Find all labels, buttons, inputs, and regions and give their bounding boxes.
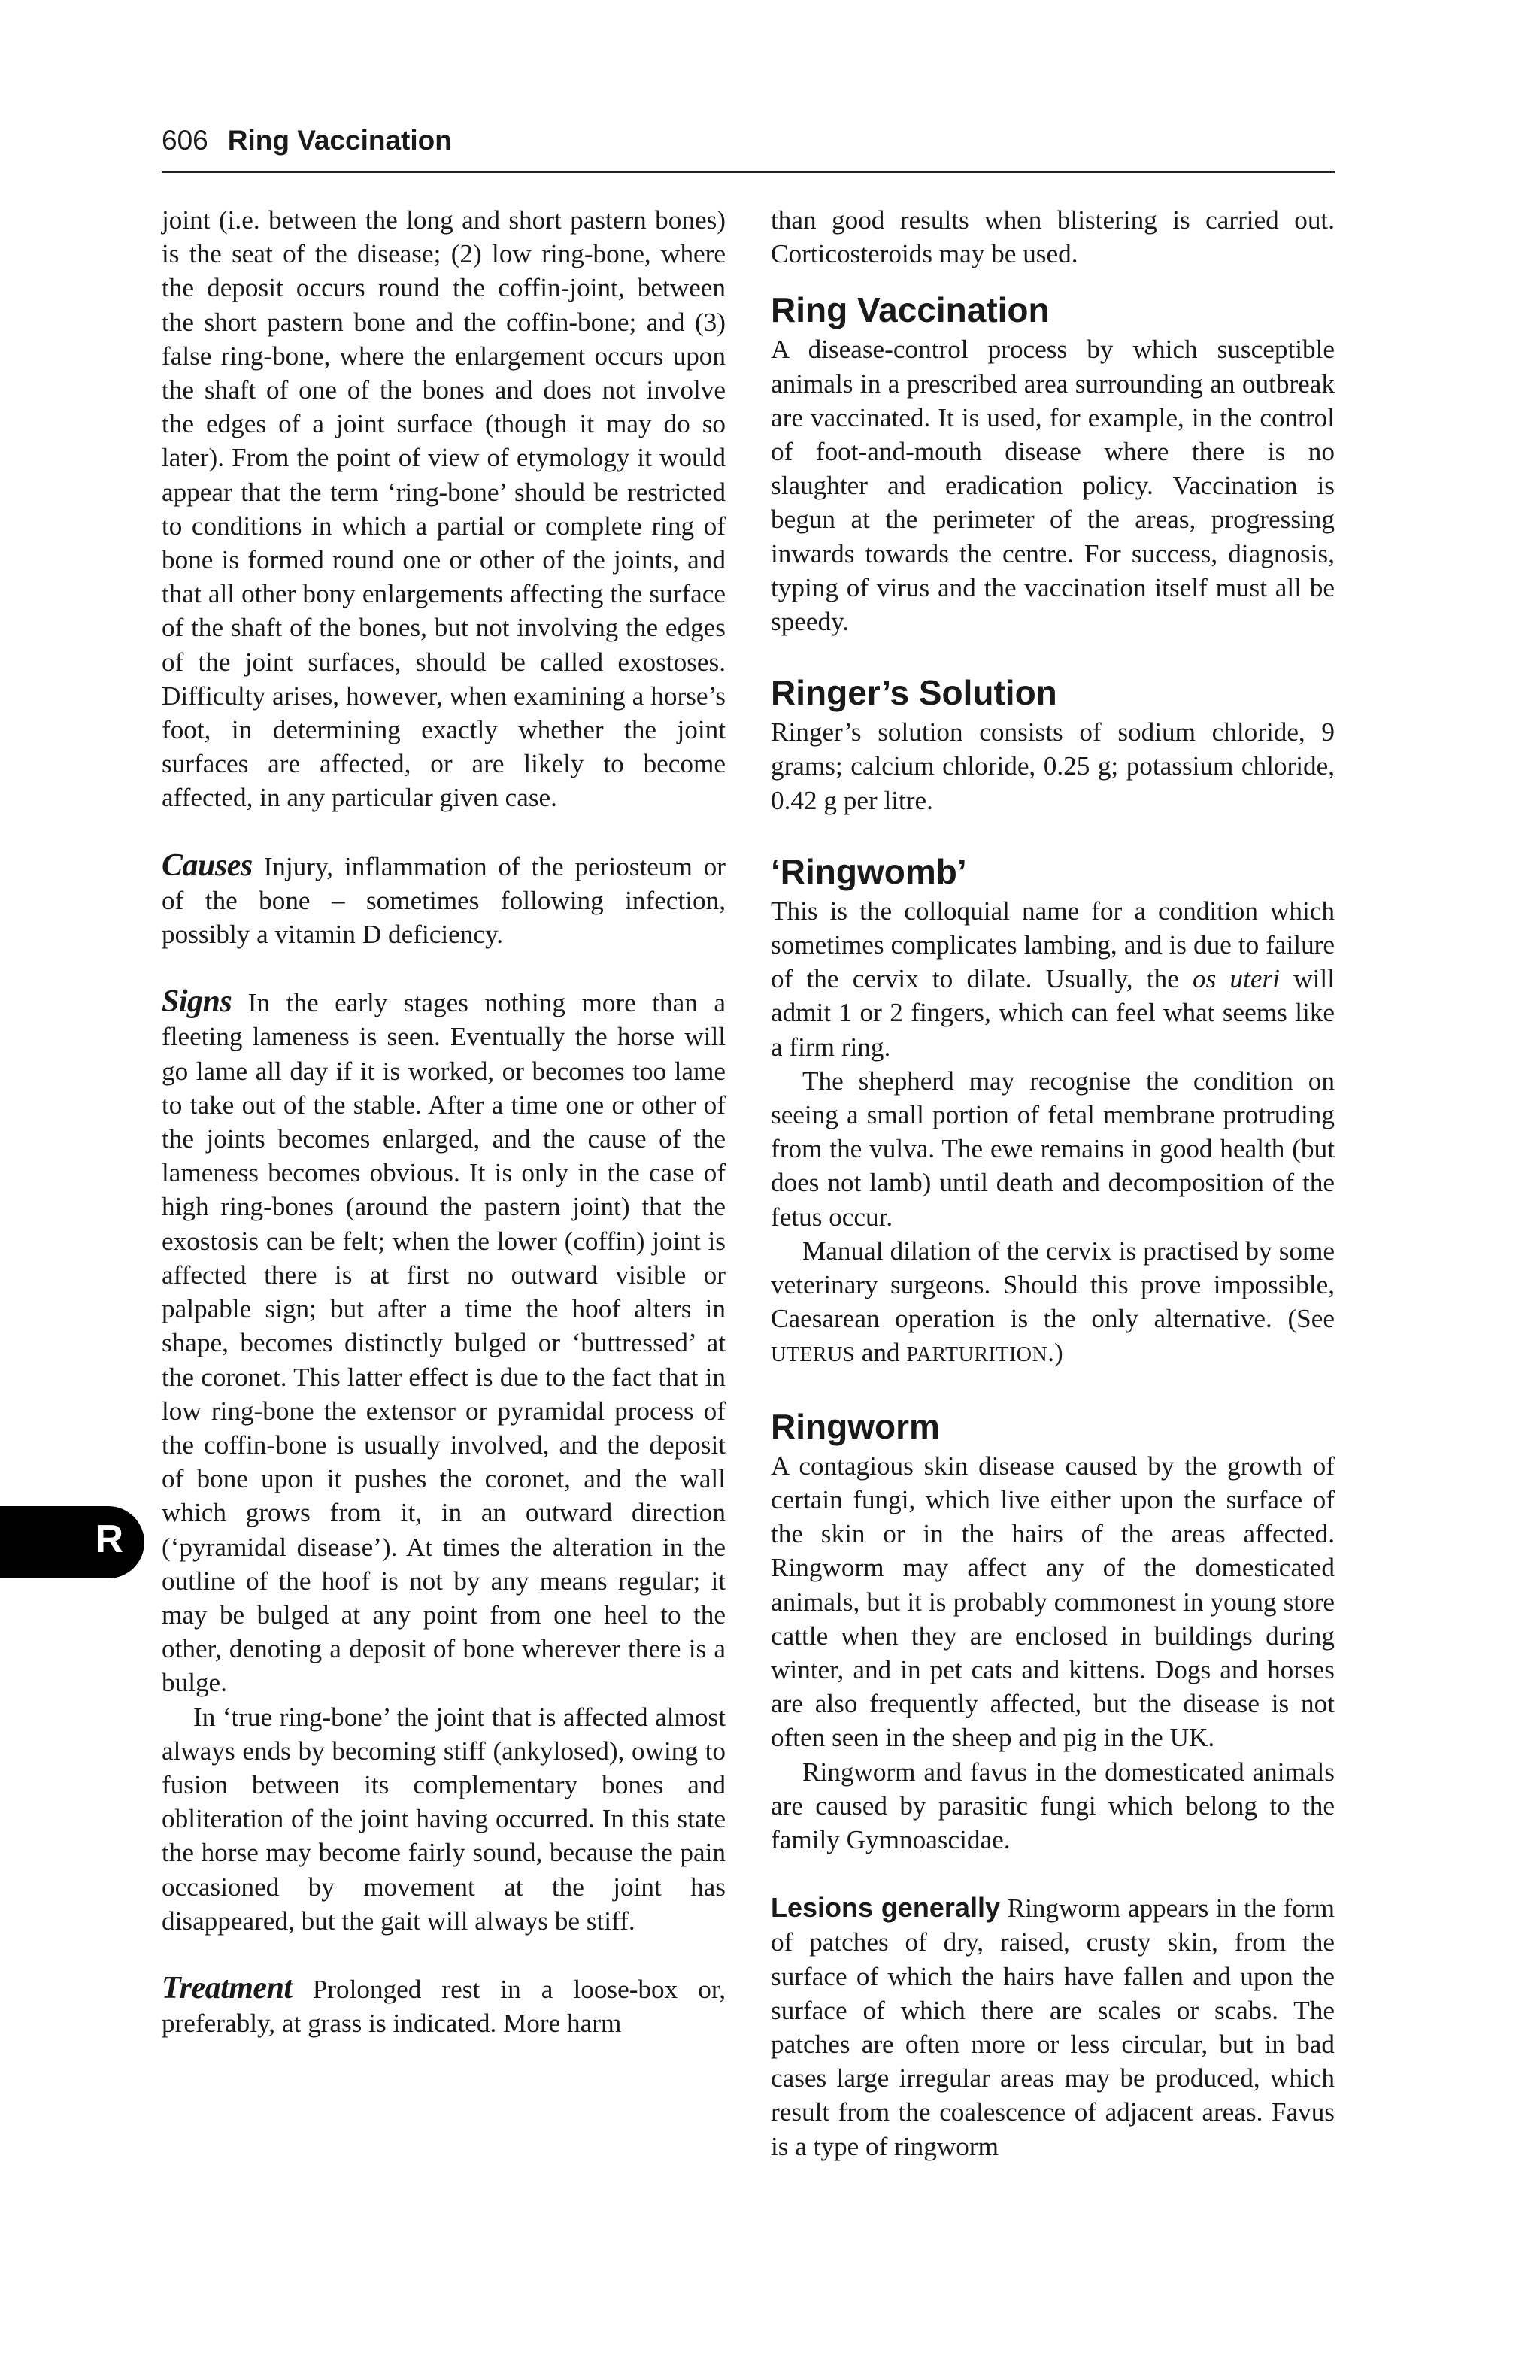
entry-heading-ringwomb: ‘Ringwomb’ (771, 851, 967, 891)
cross-ref-parturition[interactable]: PARTURITION (906, 1343, 1048, 1367)
header-rule (162, 171, 1335, 173)
true-ringbone-paragraph: In ‘true ring-bone’ the joint that is affected almost always ends by becoming stiff (ankylosed), owing to fusion between its complementary bones and obliteration of the joint having occurred. In this state the horse may become fairly sound, because the pain occasioned by movement at the joint has disappeared, but the gait will always be stiff. (162, 1702, 726, 1936)
signs-paragraph (162, 985, 726, 1699)
ringbone-continuation-paragraph: joint (i.e. between the long and short pastern bones) is the seat of the disease; (2) low ring-bone, where the deposit occurs round the coffin-joint, between the short pastern bone and the coffin-bone; and (3) false ring-bone, where the enlargement occurs upon the shaft of one of the bones and does not involve the edges of a joint surface (though it may do so later). From the point of view of etymology it would appear that the term ‘ring-bone’ should be restricted to conditions in which a partial or complete ring of bone is formed round one or other of the joints, and that all other bony enlargements affecting the surface of the shaft of the bones, but not involving the edges of the joint surfaces, should be called exostoses. Difficulty arises, however, when examining a horse’s foot, in determining exactly whether the joint surfaces are affected, or are likely to become affected, in any particular given case. (162, 205, 726, 813)
ringworm-paragraph-1: A contagious skin disease caused by the growth of certain fungi, which live either upon the surface of the skin or in the hairs of the areas affected. Ringworm may affect any of the domesticated animals, but it is probably commonest in young store cattle when they are enclosed in buildings during winter, and in pet cats and kittens. Dogs and horses are also frequently affected, but the disease is not often seen in the sheep and pig in the UK. (771, 1451, 1335, 1753)
entry-heading-ring-vaccination: Ring Vaccination (771, 290, 1050, 330)
right-column (771, 203, 1335, 2163)
treatment-subheading: Treatment (162, 1970, 293, 2006)
lesions-paragraph (771, 1890, 1335, 2163)
page-number: 606 (162, 125, 208, 156)
see-and: and (854, 1338, 907, 1368)
lesions-text: Ringworm appears in the form of patches of dry, raised, crusty skin, from the surface of which the hairs have fallen and upon the surface of which there are scales or scabs. The patches are often more or less circular, but in bad cases large irregular areas may be produced, which result from the coalescence of adjacent areas. Favus is a type of ringworm (771, 1893, 1335, 2161)
cross-ref-uterus[interactable]: UTERUS (771, 1343, 855, 1367)
os-uteri-term: os uteri (1193, 964, 1281, 994)
left-column (162, 203, 726, 2040)
running-title: Ring Vaccination (227, 125, 452, 156)
ringwomb-paragraph-2: The shepherd may recognise the condition on seeing a small portion of fetal membrane protruding from the vulva. The ewe remains in good health (but does not lamb) until death and decomposition of the fetus occur. (771, 1066, 1335, 1232)
see-close: .) (1047, 1338, 1063, 1368)
ring-vaccination-text: A disease-control process by which susceptible animals in a prescribed area surrounding an outbreak are vaccinated. It is used, for example, in the control of foot-and-mouth disease where there is no slaughter and eradication policy. Vaccination is begun at the perimeter of the areas, progressing inwards towards the centre. For success, diagnosis, typing of virus and the vaccination itself must all be speedy. (771, 335, 1335, 637)
causes-subheading: Causes (162, 847, 253, 883)
lesions-subheading: Lesions generally (771, 1892, 1000, 1924)
ringwomb-paragraph-1 (771, 894, 1335, 1064)
ringwomb-paragraph-3 (771, 1234, 1335, 1372)
signs-subheading: Signs (162, 984, 232, 1020)
ringers-solution-text: Ringer’s solution consists of sodium chloride, 9 grams; calcium chloride, 0.25 g; potassium chloride, 0.42 g per litre. (771, 717, 1335, 815)
causes-text: Injury, inflammation of the periosteum or of the bone – sometimes following infection, possibly a vitamin D deficiency. (162, 851, 726, 950)
entry-heading-ringers-solution: Ringer’s Solution (771, 673, 1057, 713)
ringworm-paragraph-2: Ringworm and favus in the domesticated animals are caused by parasitic fungi which belong to the family Gymnoascidae. (771, 1757, 1335, 1854)
running-header (162, 125, 1335, 156)
ringwomb-text-c: Manual dilation of the cervix is practised by some veterinary surgeons. Should this prove impossible, Caesarean operation is the only alternative. (771, 1235, 1335, 1334)
treatment-paragraph (162, 1972, 726, 2040)
causes-paragraph (162, 849, 726, 952)
thumb-index-letter: R (95, 1517, 123, 1561)
treatment-continuation: than good results when blistering is carried out. Corticosteroids may be used. (771, 205, 1335, 269)
treatment-text: Prolonged rest in a loose-box or, preferably, at grass is indicated. More harm (162, 1974, 726, 2039)
thumb-index-tab (0, 1506, 144, 1578)
signs-text: In the early stages nothing more than a fleeting lameness is seen. Eventually the horse will go lame all day if it is worked, or becomes too lame to take out of the stable. After a time one or other of the joints becomes enlarged, and the cause of the lameness becomes obvious. It is only in the case of high ring-bones (around the pastern joint) that the exostosis can be felt; when the lower (coffin) joint is affected there is at first no outward visible or palpable sign; but after a time the hoof alters in shape, becomes distinctly bulged or ‘buttressed’ at the coronet. This latter effect is due to the fact that in low ring-bone the extensor or pyramidal process of the coffin-bone is usually involved, and the deposit of bone upon it pushes the coronet, and the wall which grows from it, in an outward direction (‘pyramidal disease’). At times the alteration in the outline of the hoof is not by any means regular; it may be bulged at any point from one heel to the other, denoting a deposit of bone wherever there is a bulge. (162, 988, 726, 1698)
ringwomb-text-a: This is the colloquial name for a condition which sometimes complicates lambing, and is due to failure of the cervix to dilate. Usually, the (771, 896, 1335, 994)
see-open: (See (1287, 1304, 1335, 1334)
ringwomb-text-b: will admit 1 or 2 fingers, which can feel what seems like a firm ring. (771, 964, 1335, 1062)
entry-heading-ringworm: Ringworm (771, 1406, 940, 1446)
